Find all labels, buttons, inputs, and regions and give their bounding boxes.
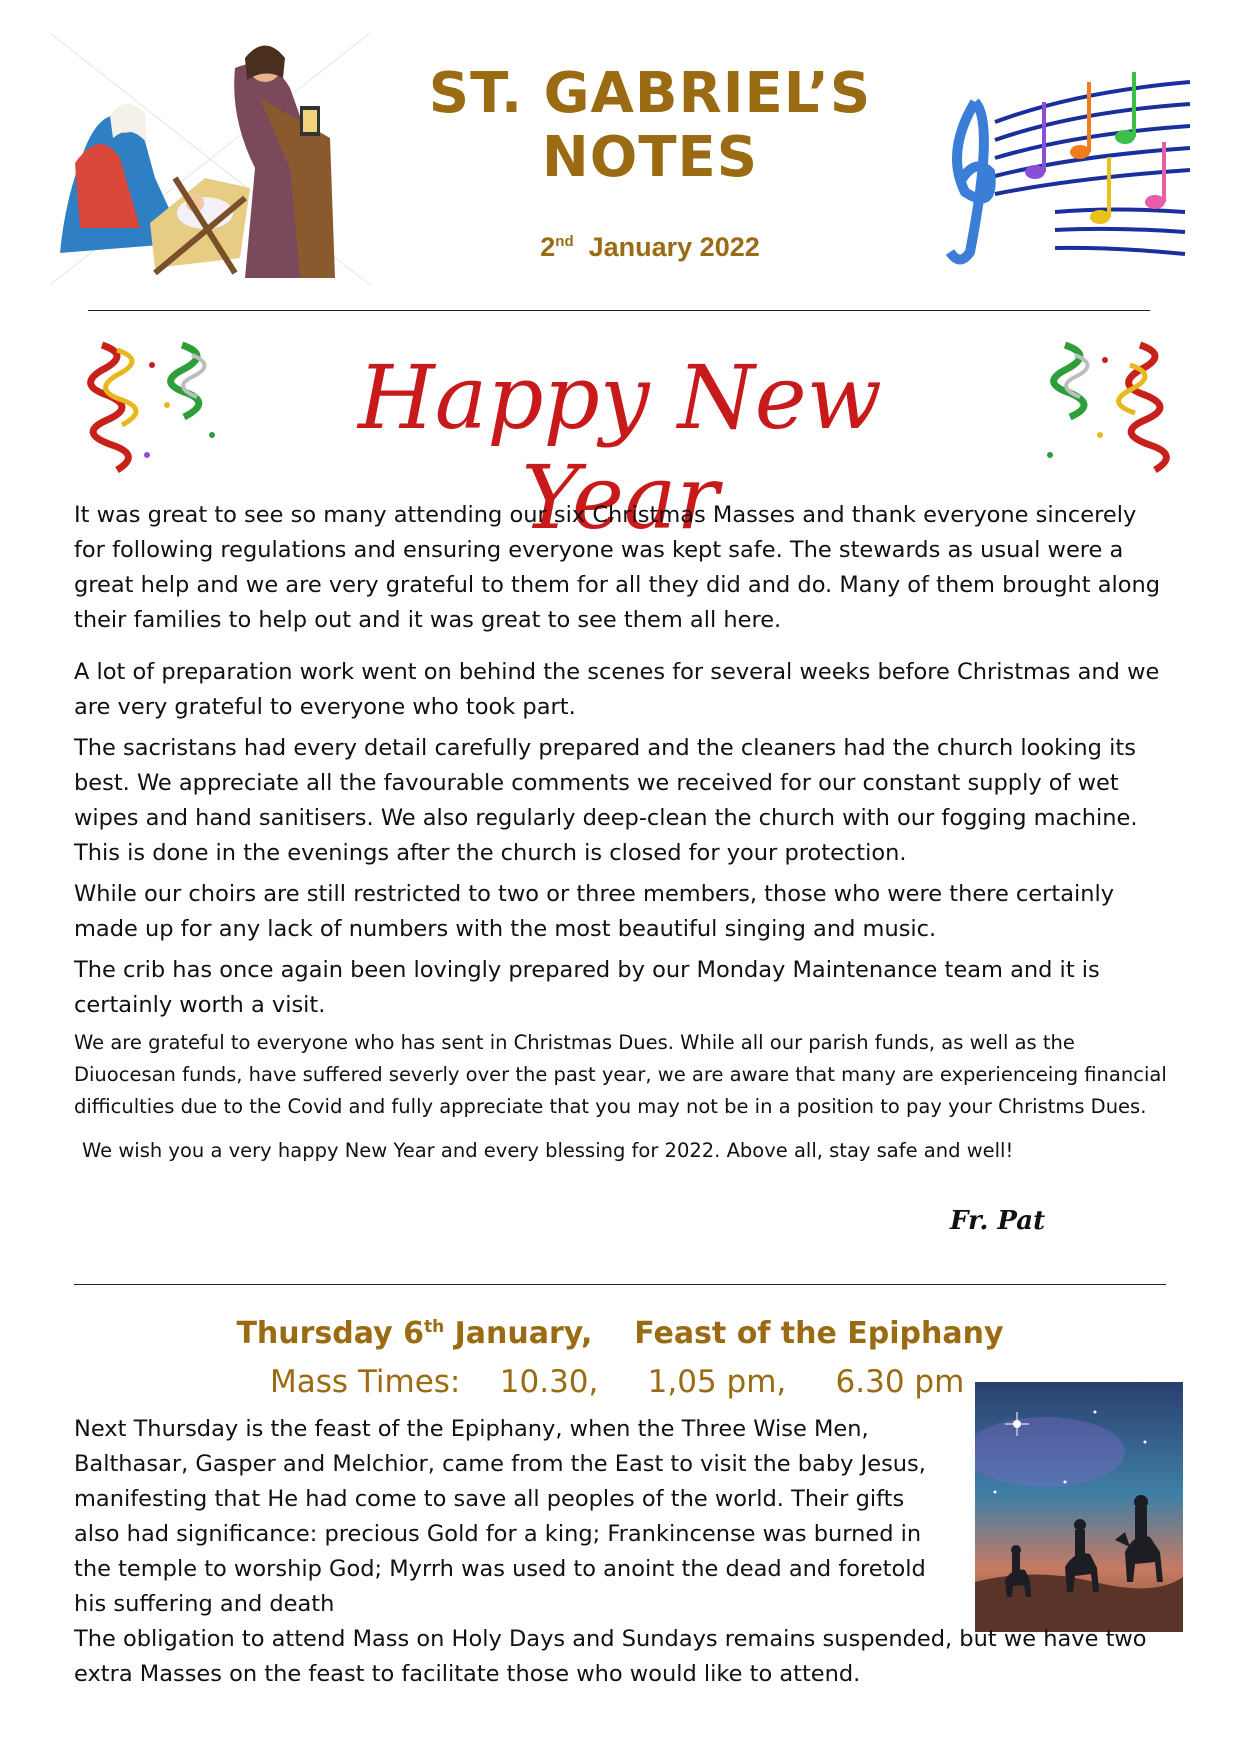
date-rest: January 2022 [588,232,760,262]
epiphany-paragraph-1: Next Thursday is the feast of the Epiphany, when the Three Wise Men, Balthasar, Gasper and Melchior, came from the East to visit the baby Jesus, manifesting that He had come to save all peoples of the world. Their gifts also had significance: precious Gold for a king; Frankincense was burned in the temple to worship God; Myrrh was used to anoint the dead and foretold his suffering and death [74,1416,926,1617]
heading-day: Thursday 6 [236,1316,424,1351]
streamers-illustration-right [1030,335,1180,480]
heading-rest: January, Feast of the Epiphany [444,1316,1004,1351]
mass-times: Mass Times: 10.30, 1,05 pm, 6.30 pm [270,1364,965,1400]
wise-men-picture [975,1382,1183,1632]
epiphany-paragraph-2: The obligation to attend Mass on Holy Days and Sundays remains suspended, but we have two extra Masses on the feast to facilitate those who would like to attend. [74,1626,1147,1687]
title-line-2: NOTES [541,125,759,190]
issue-date [500,232,800,263]
title-line-1: ST. GABRIEL’S [428,61,872,126]
letter-paragraph-3: The sacristans had every detail carefully prepared and the cleaners had the church looking its best. We appreciate all the favourable comments we received for our constant supply of wet wipes and hand sanitisers. We also regularly deep-clean the church with our fogging machine. This is done in the evenings after the church is closed for your protection. [74,735,1138,866]
epiphany-heading [200,1316,1040,1351]
letter-paragraph-2: A lot of preparation work went on behind the scenes for several weeks before Christmas and we are very grateful to everyone who took part. [74,659,1160,720]
date-day: 2 [540,232,556,262]
letter-paragraph-5: The crib has once again been lovingly prepared by our Monday Maintenance team and it is certainly worth a visit. [74,957,1100,1018]
letter-paragraph-6: We are grateful to everyone who has sent in Christmas Dues. While all our parish funds, as well as the Diuocesan funds, have suffered severly over the past year, we are aware that many are experienceing financial difficulties due to the Covid and fully appreciate that you may not be in a position to pay your Christms Dues. [74,1031,1167,1118]
signature: Fr. Pat [950,1206,1046,1236]
happy-new-year-banner: Happy New Year [358,346,882,549]
heading-suffix: th [423,1317,445,1337]
date-suffix: nd [555,233,574,250]
letter-paragraph-7: We wish you a very happy New Year and every blessing for 2022. Above all, stay safe and well! [82,1139,1014,1162]
music-notes-illustration [935,62,1200,280]
letter-paragraph-1: It was great to see so many attending our six Christmas Masses and thank everyone sincerely for following regulations and ensuring everyone was kept safe. The stewards as usual were a great help and we are very grateful to them for all they did and do. Many of them brought along their families to help out and it was great to see them all here. [74,502,1161,633]
nativity-illustration [45,28,375,290]
letter-body [74,498,1174,1167]
header-divider [88,310,1150,311]
section-divider [74,1284,1166,1285]
newsletter-title [380,62,920,190]
letter-paragraph-4: While our choirs are still restricted to two or three members, those who were there certainly made up for any lack of numbers with the most beautiful singing and music. [74,881,1115,942]
streamers-illustration-left [72,335,232,480]
